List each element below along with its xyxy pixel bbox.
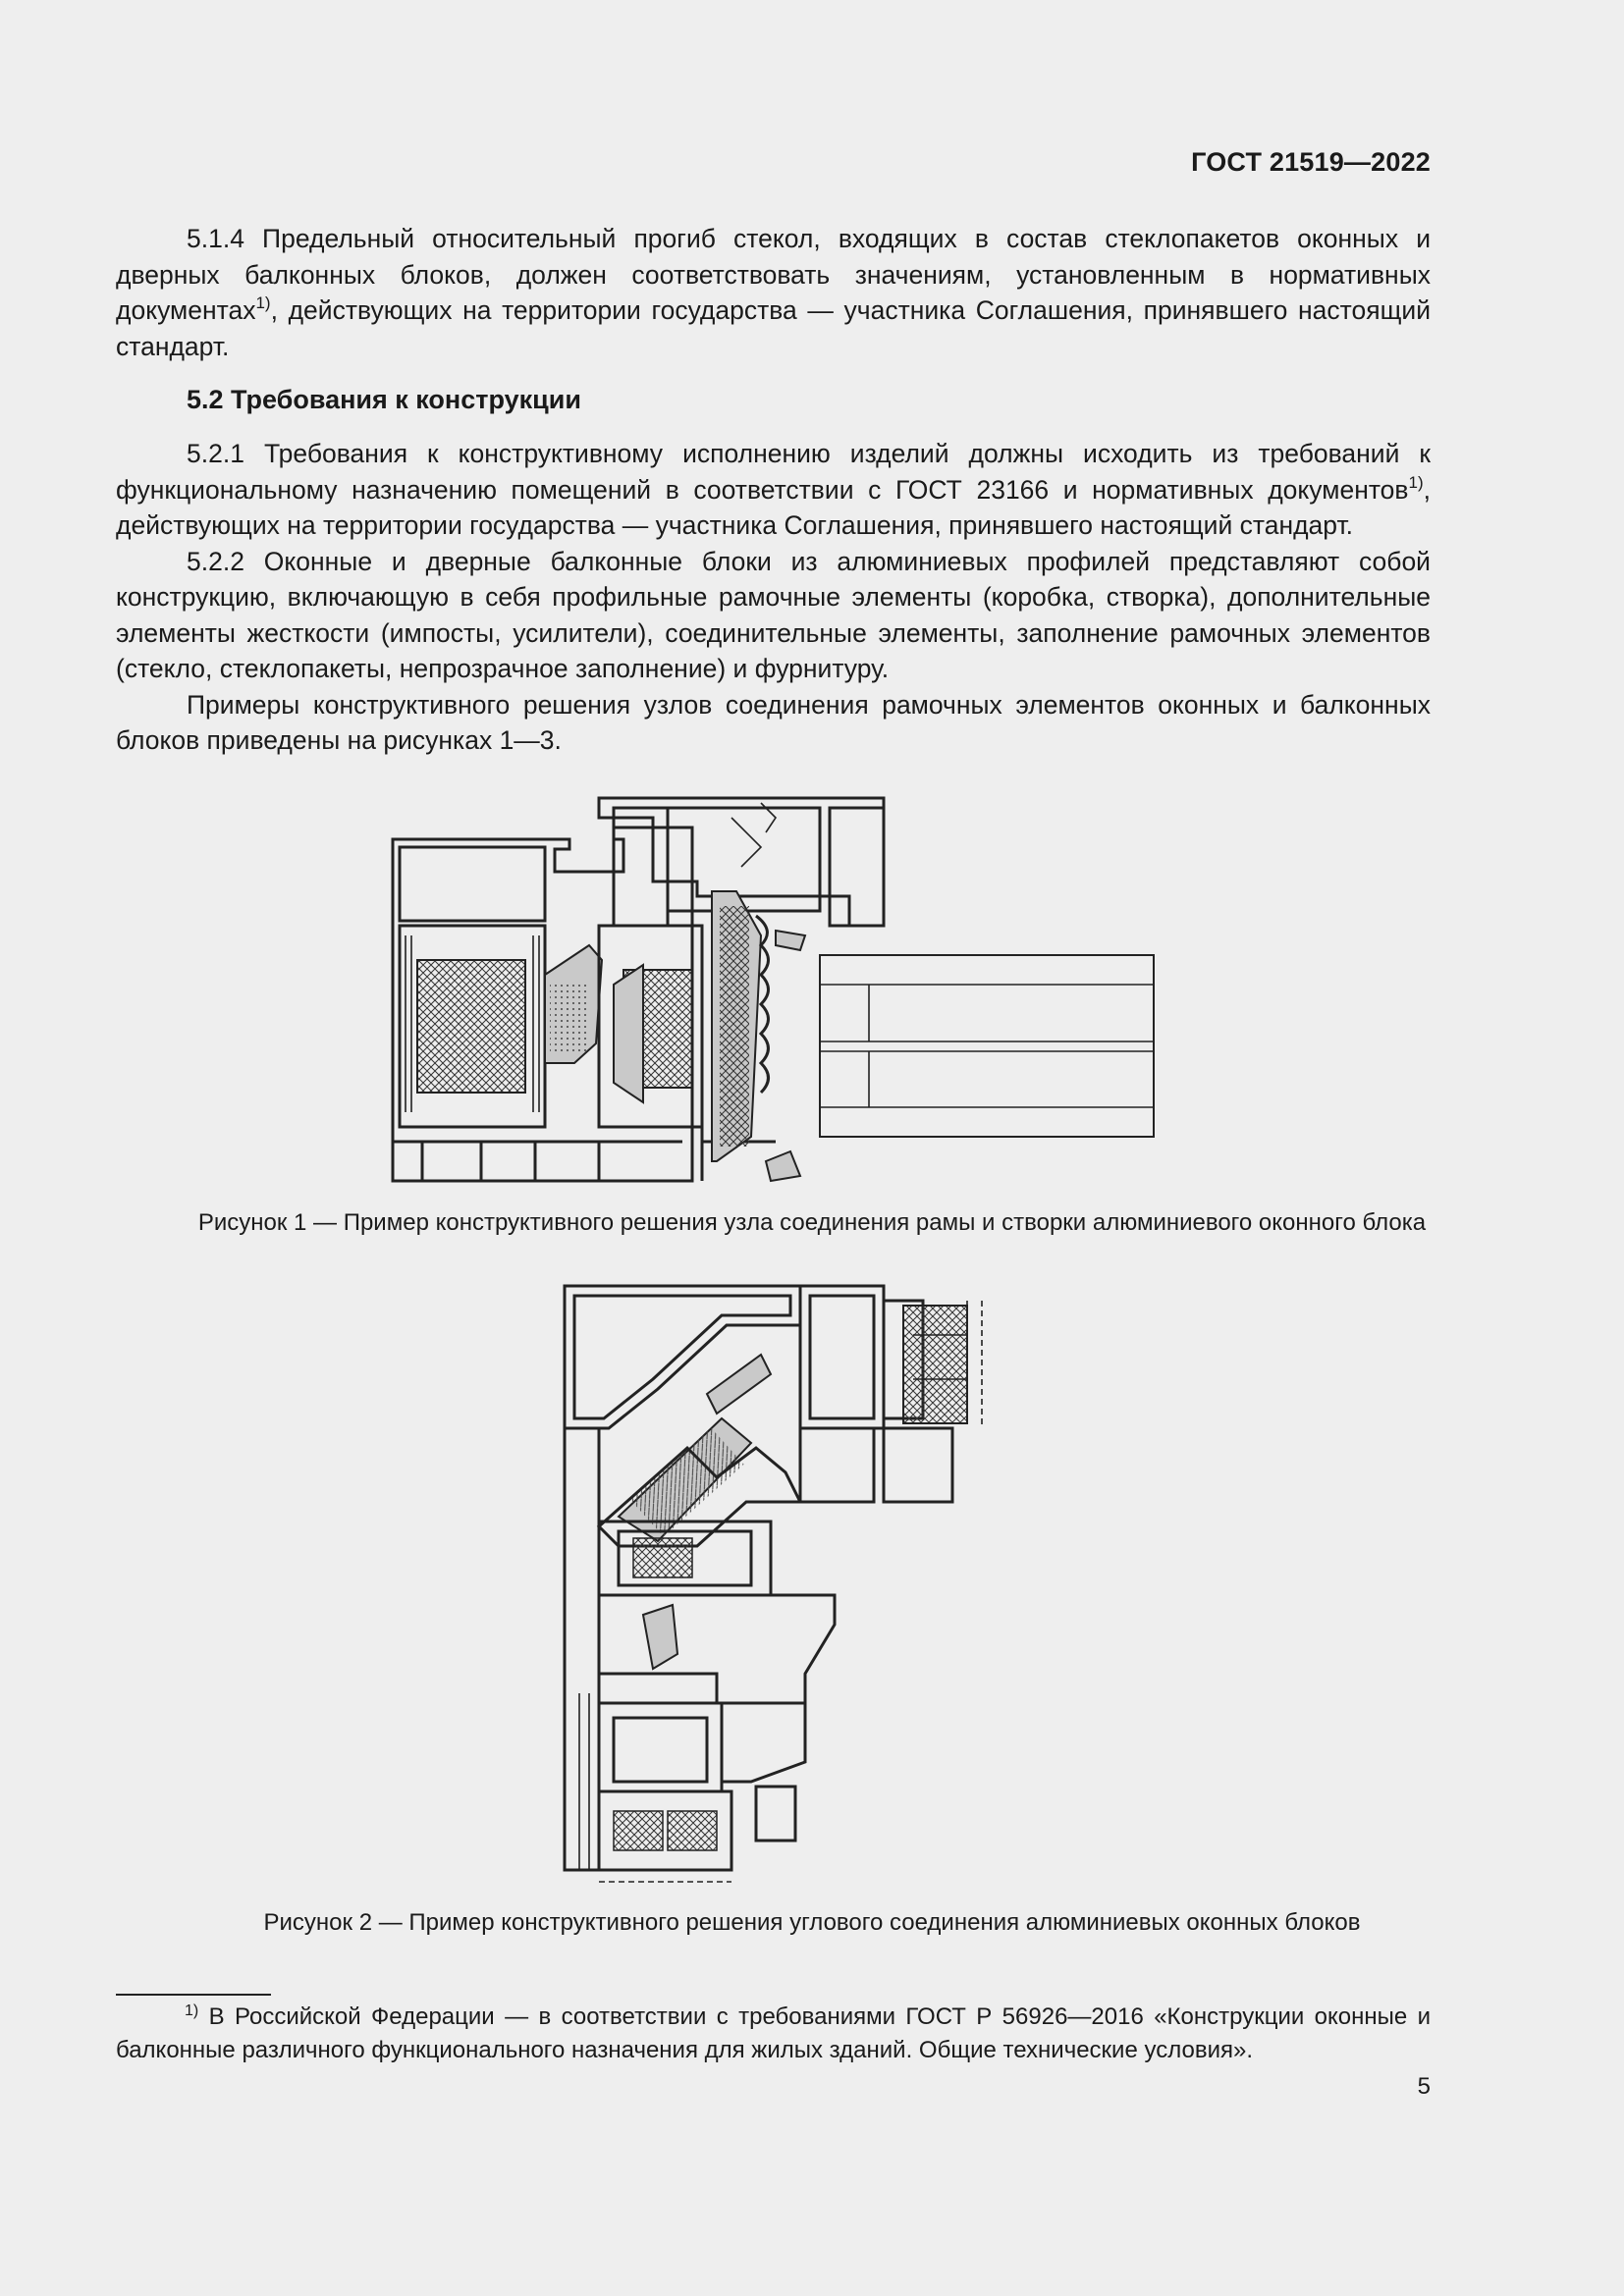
document-code: ГОСТ 21519—2022 [1191,147,1431,177]
figure-2-caption: Рисунок 2 — Пример конструктивного решения углового соединения алюминиевых оконных блоков [263,1909,1361,1936]
paragraph-5-2-2: 5.2.2 Оконные и дверные балконные блоки из алюминиевых профилей представляют собой конструкцию, включающую в себя профильные рамочные элементы (коробка, створка), дополнительные элементы жесткости (импосты, усилители), соединительные элементы, заполнение рамочных элементов (стекло, стеклопакеты, непрозрачное заполнение) и фурнитуру. [116,546,1431,683]
section-heading-5-2: 5.2 Требования к конструкции [187,385,581,414]
paragraph-block-5-2 [116,436,1431,759]
figure-1-caption: Рисунок 1 — Пример конструктивного решения узла соединения рамы и створки алюминиевого оконного блока [197,1209,1427,1236]
paragraph-text: , действующих на территории государства — участника Соглашения, принявшего настоящий стандарт. [116,295,1431,361]
paragraph-examples: Примеры конструктивного решения узлов соединения рамочных элементов оконных и балконных блоков приведены на рисунках 1—3. [116,689,1431,755]
footnote [116,2001,1431,2067]
paragraph-text: , действующих на территории государства — участника Соглашения, принявшего настоящий стандарт. [116,474,1431,540]
footnote-ref: 1) [255,294,271,312]
footnote-separator [116,1994,271,1996]
paragraph-5-1-4 [116,221,1431,364]
footnote-marker: 1) [185,2002,199,2019]
figure-1-drawing [388,788,1159,1186]
figure-2-drawing [560,1281,992,1885]
paragraph-text: 5.2.1 Требования к конструктивному исполнению изделий должны исходить из требований к функциональному назначению помещений в соответствии с ГОСТ 23166 и нормативных документов [116,439,1431,505]
footnote-ref: 1) [1408,472,1424,492]
footnote-text: В Российской Федерации — в соответствии с требованиями ГОСТ Р 56926—2016 «Конструкции оконные и балконные различного функционального назначения для жилых зданий. Общие технические условия». [116,2003,1431,2063]
paragraph-text: 5.1.4 Предельный относительный прогиб стекол, входящих в состав стеклопакетов оконных и дверных балконных блоков, должен соответствовать значениям, установленным в нормативных документах [116,224,1431,325]
page-number: 5 [1417,2073,1431,2100]
